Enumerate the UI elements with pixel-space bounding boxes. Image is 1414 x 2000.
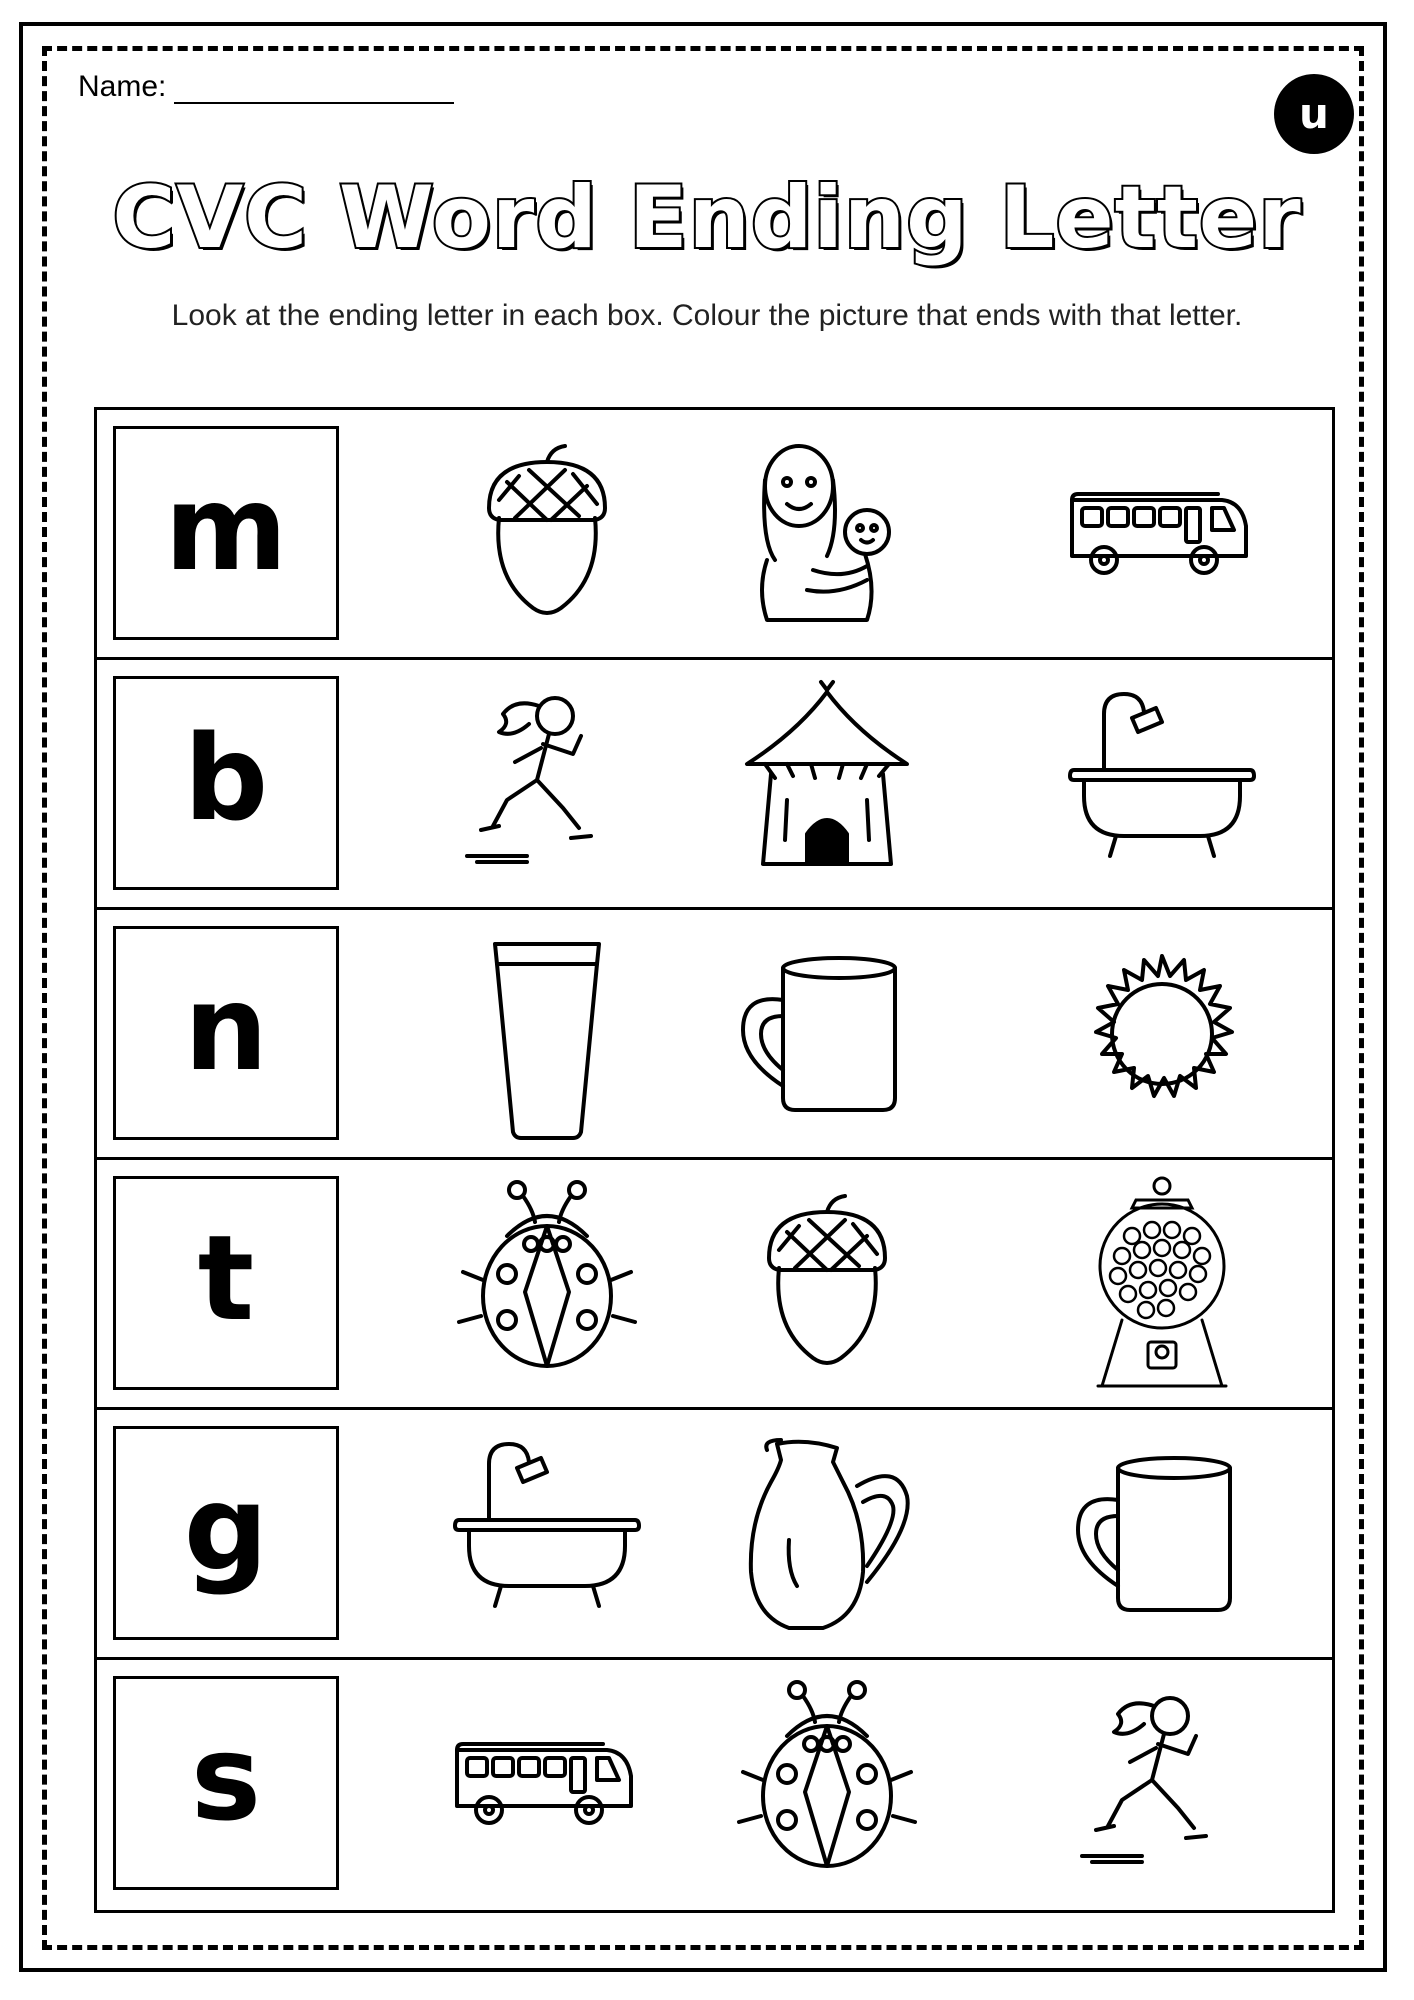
bathtub-icon [437,1420,657,1648]
name-label: Name: [78,70,167,103]
worksheet-row [97,910,1332,1160]
instructions: Look at the ending letter in each box. Colour the picture that ends with that letter. [171,299,1243,332]
picture-slot[interactable] [437,1420,657,1648]
worksheet-row [97,1410,1332,1660]
ending-letter-box: n [113,926,339,1140]
worksheet-row [97,1160,1332,1410]
ending-letter-box: b [113,676,339,890]
worksheet-grid [94,407,1335,1913]
name-row [78,70,454,104]
ending-letter-box: m [113,426,339,640]
picture-slot[interactable] [437,1670,657,1898]
picture-slot[interactable] [437,420,657,648]
acorn-icon [717,1170,937,1398]
girl-running-icon [437,670,657,898]
picture-slot[interactable] [1052,920,1272,1148]
ending-letter-box: s [113,1676,339,1890]
jug-icon [717,1420,937,1648]
picture-slot[interactable] [1052,1170,1272,1398]
bus-icon [437,1670,657,1898]
picture-slot[interactable] [717,420,937,648]
ladybug-icon [437,1170,657,1398]
worksheet-row [97,410,1332,660]
mug-icon [1052,1420,1272,1648]
sun-icon [1052,920,1272,1148]
girl-running-icon [1052,1670,1272,1898]
picture-slot[interactable] [437,920,657,1148]
picture-slot[interactable] [717,1170,937,1398]
mug-icon [717,920,937,1148]
page-title: CVC Word Ending Letter [112,168,1302,268]
worksheet-row [97,660,1332,910]
mom-icon [717,420,937,648]
ending-letter-box: t [113,1176,339,1390]
picture-slot[interactable] [437,1170,657,1398]
picture-slot[interactable] [717,1670,937,1898]
hut-icon [717,670,937,898]
ladybug-icon [717,1670,937,1898]
picture-slot[interactable] [437,670,657,898]
cup-icon [437,920,657,1148]
picture-slot[interactable] [717,670,937,898]
picture-slot[interactable] [1052,420,1272,648]
acorn-icon [437,420,657,648]
bus-icon [1052,420,1272,648]
picture-slot[interactable] [1052,1420,1272,1648]
bathtub-icon [1052,670,1272,898]
logo-badge: u [1274,74,1354,154]
ending-letter-box: g [113,1426,339,1640]
picture-slot[interactable] [1052,670,1272,898]
picture-slot[interactable] [717,920,937,1148]
worksheet-row [97,1660,1332,1910]
picture-slot[interactable] [717,1420,937,1648]
name-field[interactable] [174,74,454,104]
gumball-machine-icon [1052,1170,1272,1398]
picture-slot[interactable] [1052,1670,1272,1898]
